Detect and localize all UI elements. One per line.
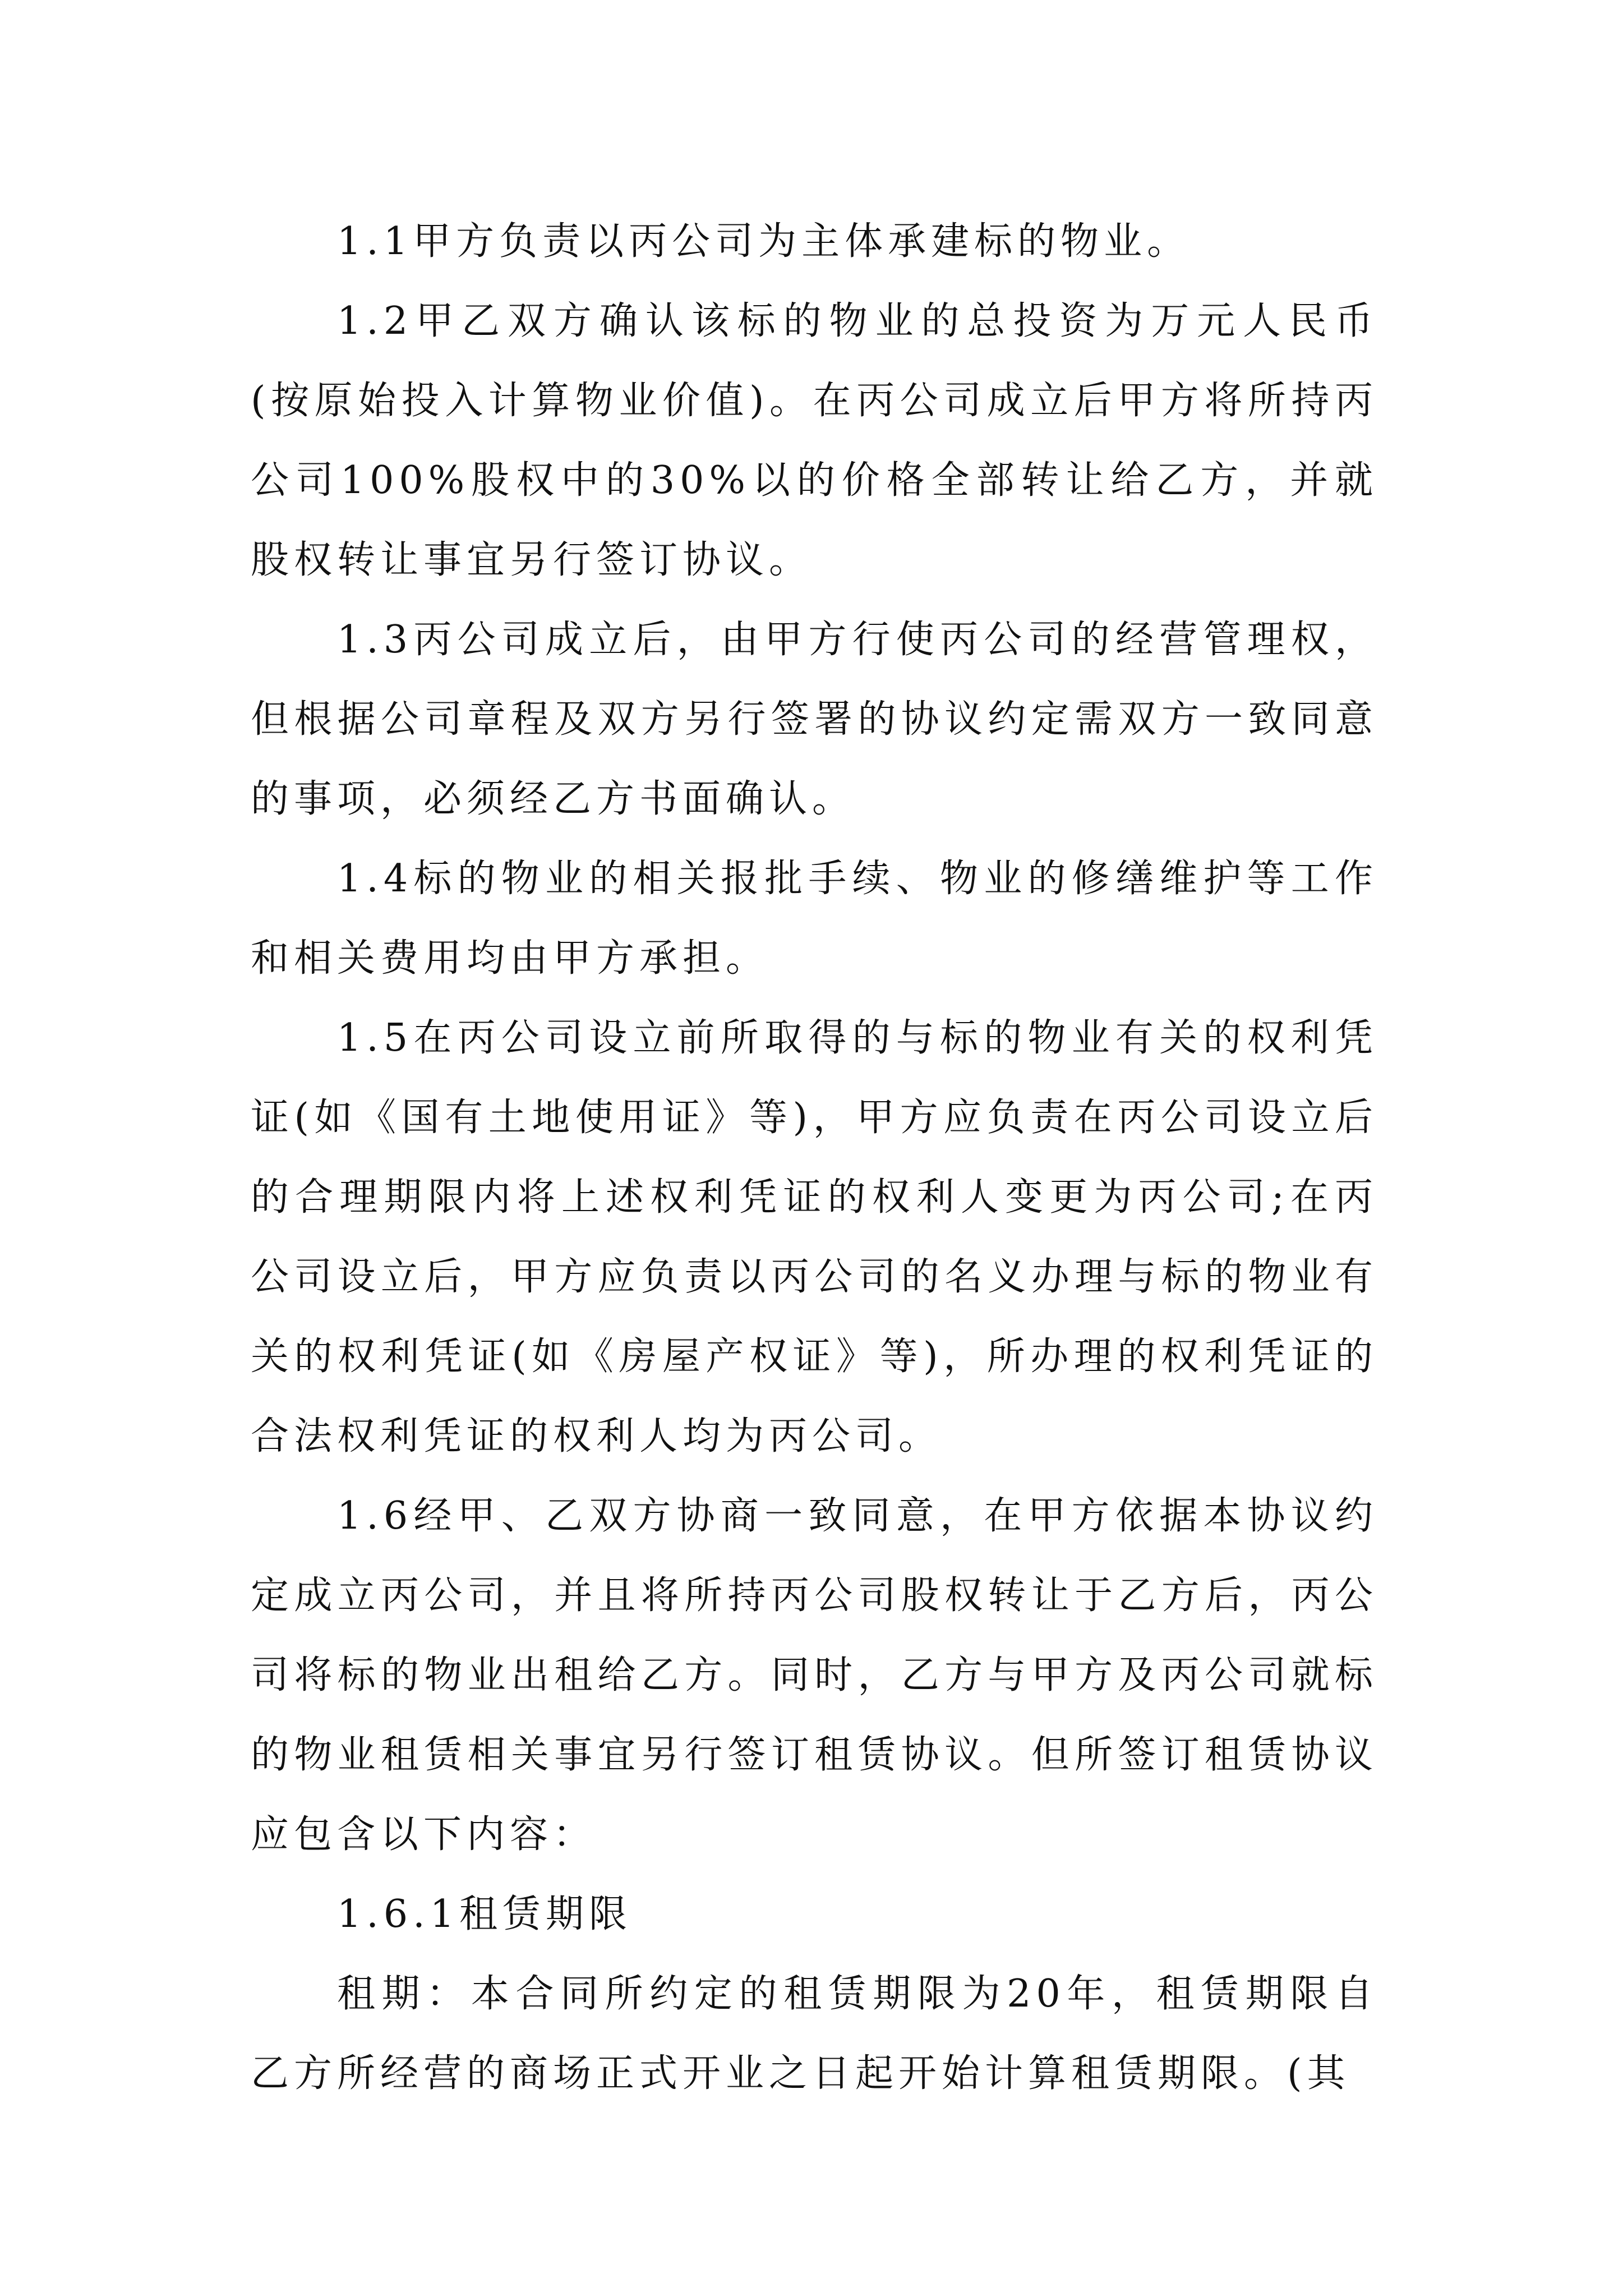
clause-1-1: 1.1甲方负责以丙公司为主体承建标的物业。 bbox=[337, 219, 1191, 264]
clause-1-6-1-heading: 1.6.1租赁期限 bbox=[337, 1892, 633, 1936]
clause-1-4: 1.4标的物业的相关报批手续、物业的修缮维护等工作和相关费用均由甲方承担。 bbox=[251, 857, 1378, 981]
lease-term-paragraph: 租期：本合同所约定的租赁期限为20年，租赁期限自乙方所经营的商场正式开业之日起开始计算租赁期限。(其 bbox=[251, 1972, 1378, 2096]
clause-1-6: 1.6经甲、乙双方协商一致同意，在甲方依据本协议约定成立丙公司，并且将所持丙公司股权转让于乙方后，丙公司将标的物业出租给乙方。同时，乙方与甲方及丙公司就标的物业租赁相关事宜另行签订租赁协议。但所签订租赁协议应包含以下内容： bbox=[251, 1494, 1378, 1857]
clause-1-2: 1.2甲乙双方确认该标的物业的总投资为万元人民币(按原始投入计算物业价值)。在丙公司成立后甲方将所持丙公司100%股权中的30%以的价格全部转让给乙方，并就股权转让事宜另行签订协议。 bbox=[251, 299, 1378, 582]
clause-1-3: 1.3丙公司成立后，由甲方行使丙公司的经营管理权，但根据公司章程及双方另行签署的协议约定需双方一致同意的事项，必须经乙方书面确认。 bbox=[251, 618, 1378, 821]
document-body bbox=[251, 202, 1378, 2114]
clause-1-5: 1.5在丙公司设立前所取得的与标的物业有关的权利凭证(如《国有土地使用证》等)，甲方应负责在丙公司设立后的合理期限内将上述权利凭证的权利人变更为丙公司;在丙公司设立后，甲方应负责以丙公司的名义办理与标的物业有关的权利凭证(如《房屋产权证》等)，所办理的权利凭证的合法权利凭证的权利人均为丙公司。 bbox=[251, 1016, 1378, 1458]
